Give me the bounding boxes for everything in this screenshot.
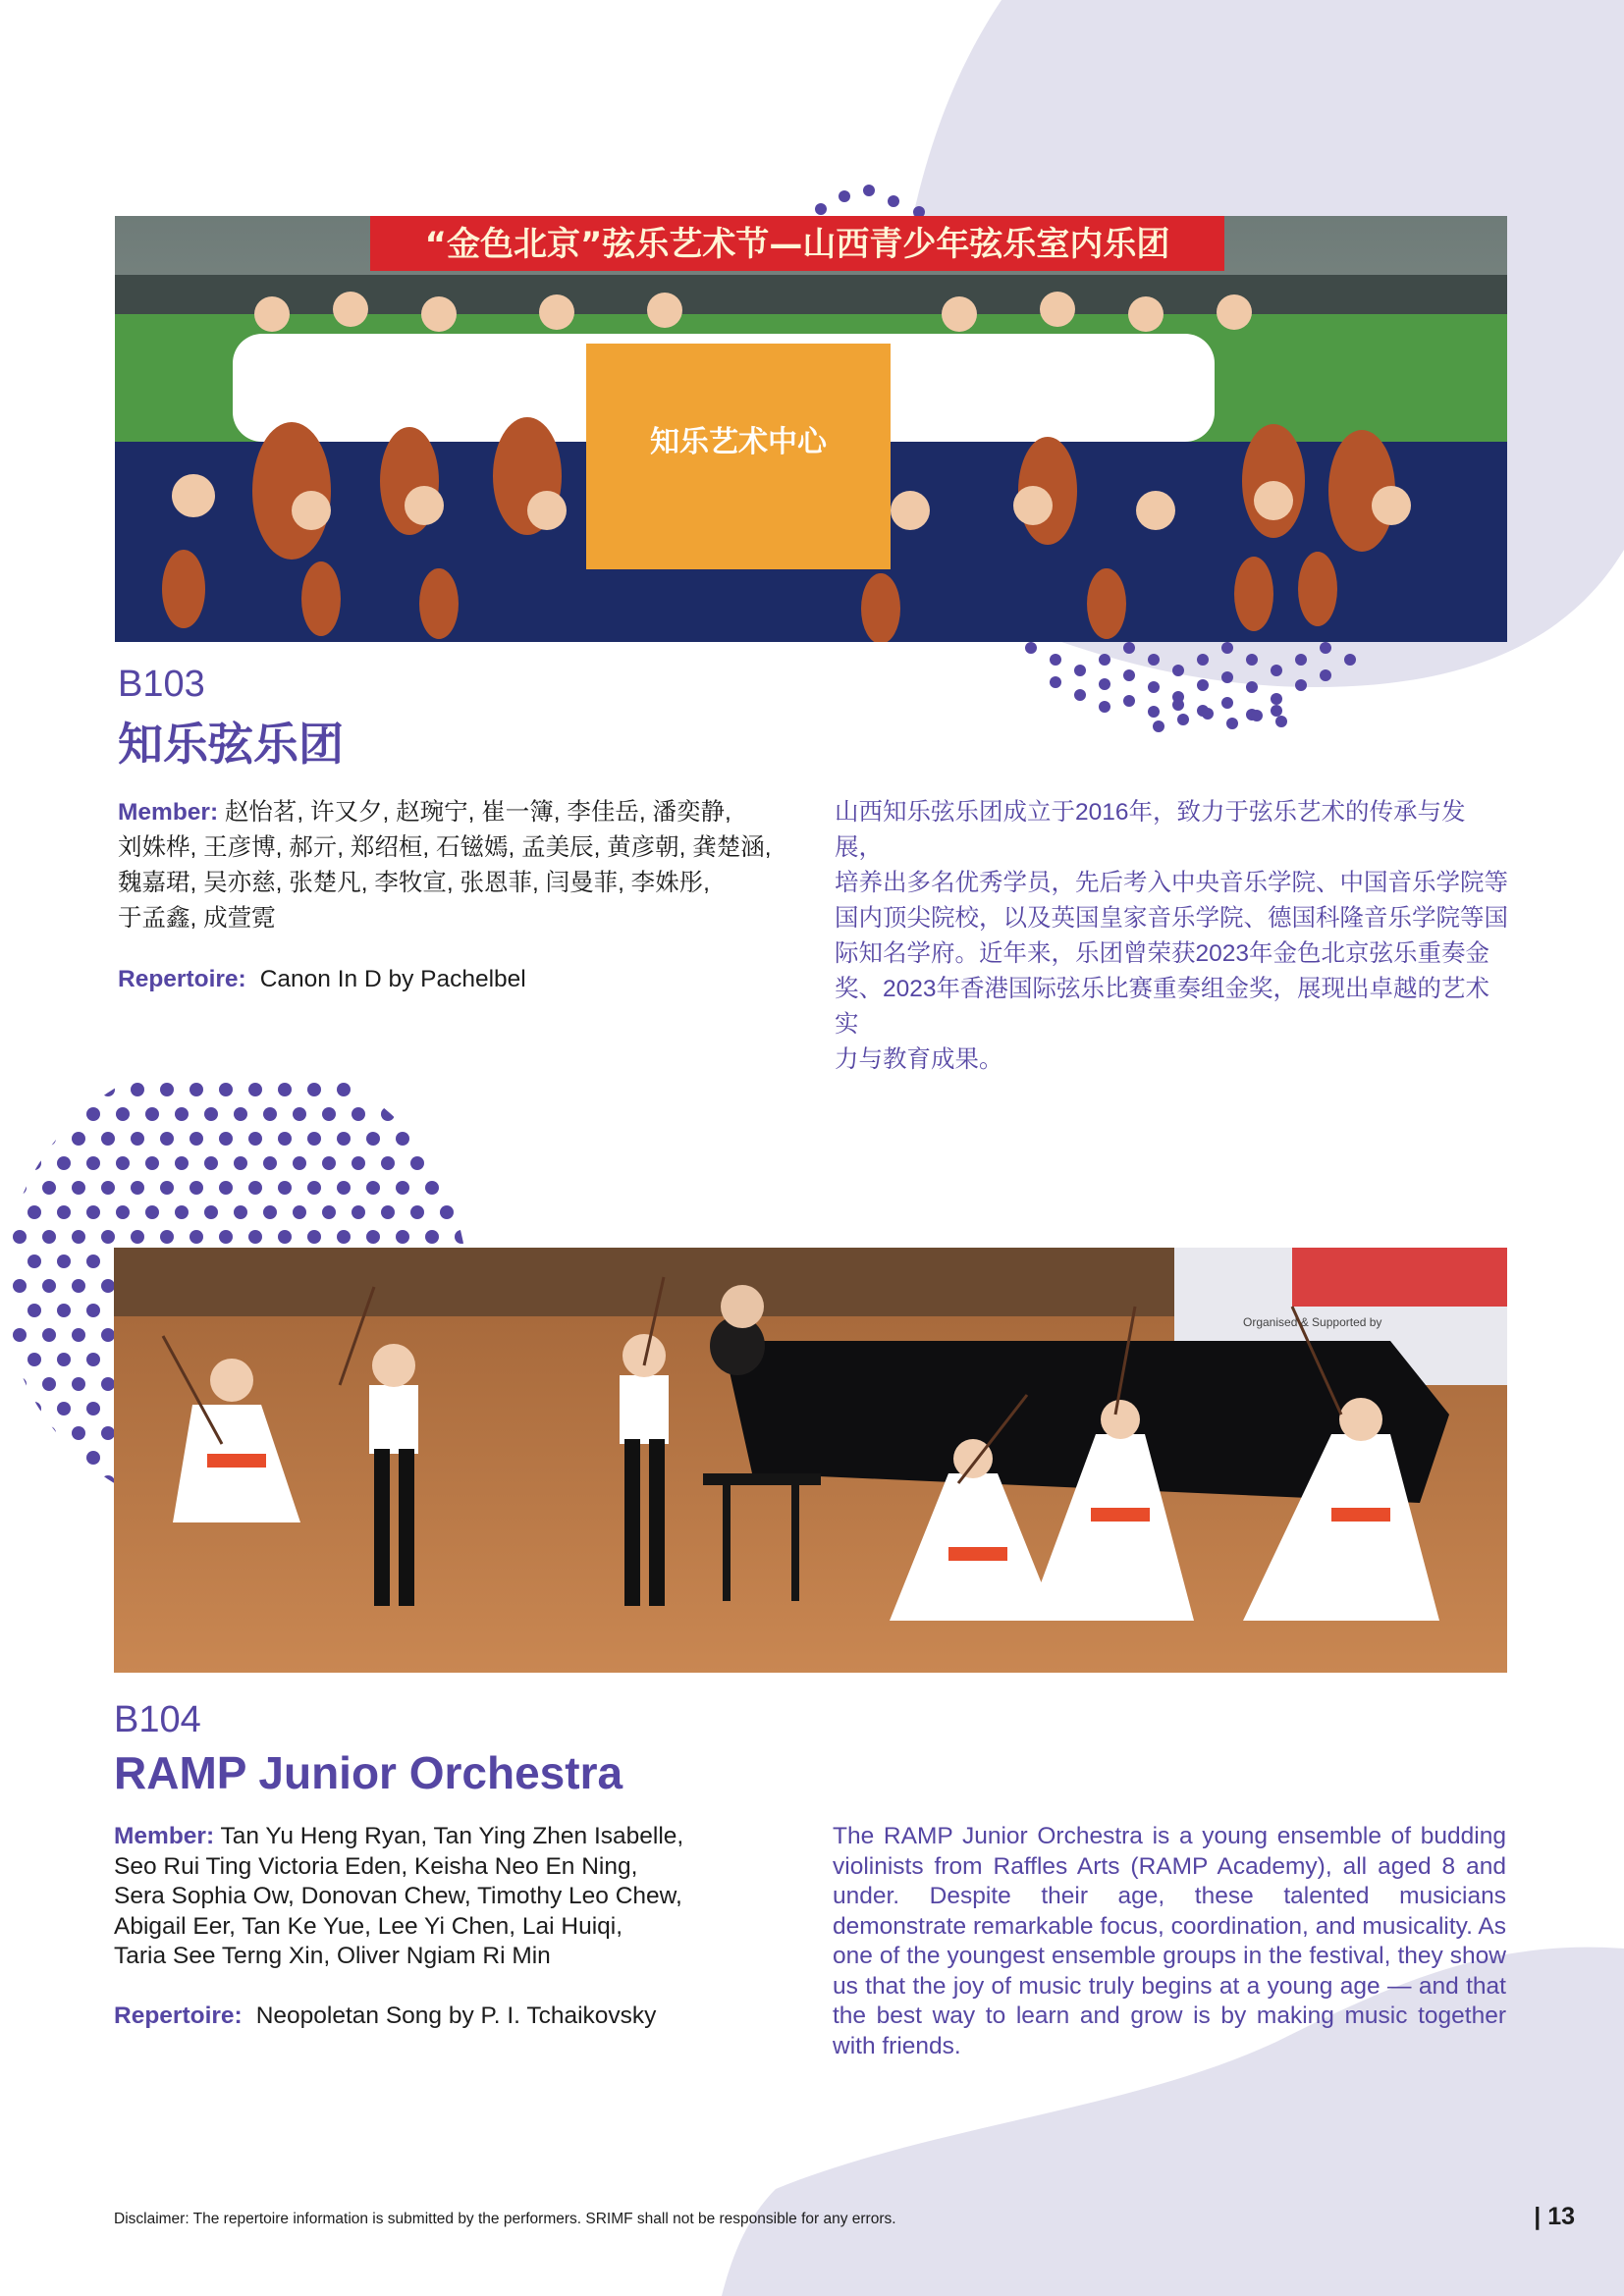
flag-text: 知乐艺术中心 <box>650 425 827 459</box>
member-text: Tan Yu Heng Ryan, Tan Ying Zhen Isabelle, <box>220 1823 684 1849</box>
entry-title: RAMP Junior Orchestra <box>114 1747 623 1798</box>
entry-code: B103 <box>118 664 205 705</box>
member-line: 魏嘉珺, 吴亦慈, 张楚凡, 李牧宣, 张恩菲, 闫曼菲, 李姝彤, <box>118 870 710 896</box>
repertoire-label: Repertoire: <box>118 966 246 992</box>
member-label: Member: <box>114 1823 215 1849</box>
entry-description <box>835 795 1512 1078</box>
entry-title: 知乐弦乐团 <box>118 719 344 770</box>
member-line: 于孟鑫, 成萱霓 <box>118 905 276 932</box>
description-line: 山西知乐弦乐团成立于2016年，致力于弦乐艺术的传承与发展， <box>835 799 1466 861</box>
member-label: Member: <box>118 799 219 826</box>
repertoire <box>114 2002 656 2030</box>
member-line: Sera Sophia Ow, Donovan Chew, Timothy Leo Chew, <box>114 1883 682 1909</box>
entry-code: B104 <box>114 1699 201 1740</box>
member-list <box>118 795 795 936</box>
member-line: Abigail Eer, Tan Ke Yue, Lee Yi Chen, Lai Huiqi, <box>114 1912 623 1940</box>
description-line: 培养出多名优秀学员，先后考入中央音乐学院、中国音乐学院等 <box>835 870 1508 896</box>
member-line <box>118 795 795 830</box>
entry-description: The RAMP Junior Orchestra is a young ensemble of budding violinists from Raffles Arts (RAMP Academy), all aged 8 and under. Despite their age, these talented musicians demonstrate remarkable focus, coordination, and musicality. As one of the youngest ensemble groups in the festival, they show us that the joy of music truly begins at a young age — and that the best way to learn and grow is by making music together with friends. <box>833 1823 1506 2059</box>
member-line: 刘姝桦, 王彦博, 郝亓, 郑绍桓, 石镃嫣, 孟美辰, 黄彦朝, 龚楚涵, <box>118 834 772 861</box>
sign-text: Organised & Supported by <box>1243 1315 1382 1329</box>
member-list <box>114 1822 801 1972</box>
performance-photo-young-violinists <box>114 1248 1507 1673</box>
member-line: Seo Rui Ting Victoria Eden, Keisha Neo En Ning, <box>114 1852 638 1880</box>
repertoire-value: Canon In D by Pachelbel <box>259 966 526 992</box>
repertoire <box>118 966 526 993</box>
description-line: 奖、2023年香港国际弦乐比赛重奏组金奖，展现出卓越的艺术实 <box>835 976 1490 1038</box>
description-line: 际知名学府。近年来，乐团曾荣获2023年金色北京弦乐重奏金 <box>835 940 1490 967</box>
repertoire-value: Neopoletan Song by P. I. Tchaikovsky <box>255 2002 657 2029</box>
group-photo-orchestra <box>115 216 1507 642</box>
disclaimer: Disclaimer: The repertoire information is submitted by the performers. SRIMF shall not be responsible for any errors. <box>114 2211 896 2227</box>
banner-text: “金色北京”弦乐艺术节—山西青少年弦乐室内乐团 <box>424 225 1170 264</box>
description-line: 力与教育成果。 <box>835 1046 1003 1073</box>
page-number: | 13 <box>1534 2203 1575 2230</box>
description-line: 国内顶尖院校，以及英国皇家音乐学院、德国科隆音乐学院等国 <box>835 905 1508 932</box>
top-right-blob-upper <box>913 0 1021 216</box>
repertoire-label: Repertoire: <box>114 2002 243 2029</box>
member-line <box>114 1822 801 1852</box>
member-line: Taria See Terng Xin, Oliver Ngiam Ri Min <box>114 1943 551 1969</box>
member-text: 赵怡茗, 许又夕, 赵琬宁, 崔一簿, 李佳岳, 潘奕静, <box>224 799 731 826</box>
